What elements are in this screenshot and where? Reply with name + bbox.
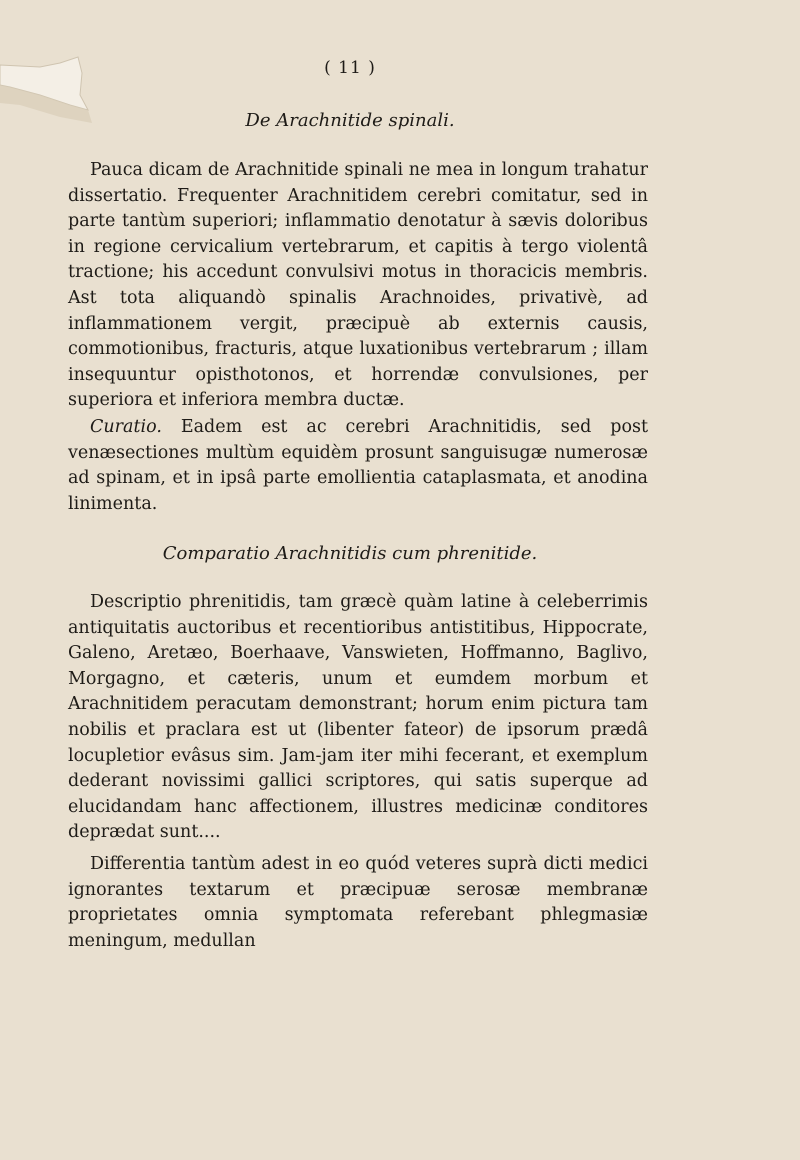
page-number: ( 11 ) — [324, 58, 376, 78]
curatio-label: Curatio. — [90, 417, 162, 437]
paragraph-differentia: Differentia tantùm adest in eo quód veteres suprà dicti medici ignorantes textarum et præcipuæ serosæ membranæ proprietates omnia symptomata referebant phlegmasiæ meningum, medullan — [68, 854, 648, 951]
section-heading-arachnitide-spinali: De Arachnitide spinali. — [245, 110, 455, 131]
paragraph-arachnitide-spinali: Pauca dicam de Arachnitide spinali ne mea in longum trahatur dissertatio. Frequenter Arachnitidem cerebri comitatur, sed in parte tantùm superiori; inflammatio denotatur à sævis doloribus in regione cervicalium vertebrarum, et capitis à tergo violentâ tractione; his accedunt convulsivi motus in thoracicis membris. Ast tota aliquandò spinalis Arachnoides, privativè, ad inflammationem vergit, præcipuè ab externis causis, commotionibus, fracturis, atque luxationibus vertebrarum ; illam insequuntur opisthotonos, et horrendæ convulsiones, per superiora et inferiora membra ductæ. — [68, 160, 648, 411]
paragraph-descriptio-phrenitidis: Descriptio phrenitidis, tam græcè quàm latine à celeberrimis antiquitatis auctoribus et recentioribus antistitibus, Hippocrate, Galeno, Aretæo, Boerhaave, Vanswieten, Hoffmanno, Baglivo, Morgagno, et cæteris, unum et eumdem morbum et Arachnitidem peracutam demonstrant; horum enim pictura tam nobilis et praclara est ut (libenter fateor) de ipsorum prædâ locupletior evâsus sim. Jam-jam iter mihi fecerant, et exemplum dederant novissimi gallici scriptores, qui satis superque ad elucidandam hanc affectionem, illustres medicinæ conditores deprædat sunt.... — [68, 592, 648, 843]
section-heading-comparatio: Comparatio Arachnitidis cum phrenitide. — [162, 543, 538, 564]
paragraph-curatio — [68, 415, 648, 517]
curatio-text: Eadem est ac cerebri Arachnitidis, sed post venæsectiones multùm equidèm prosunt sanguisugæ numerosæ ad spinam, et in ipsâ parte emollientia cataplasmata, et anodina linimenta. — [68, 417, 648, 514]
